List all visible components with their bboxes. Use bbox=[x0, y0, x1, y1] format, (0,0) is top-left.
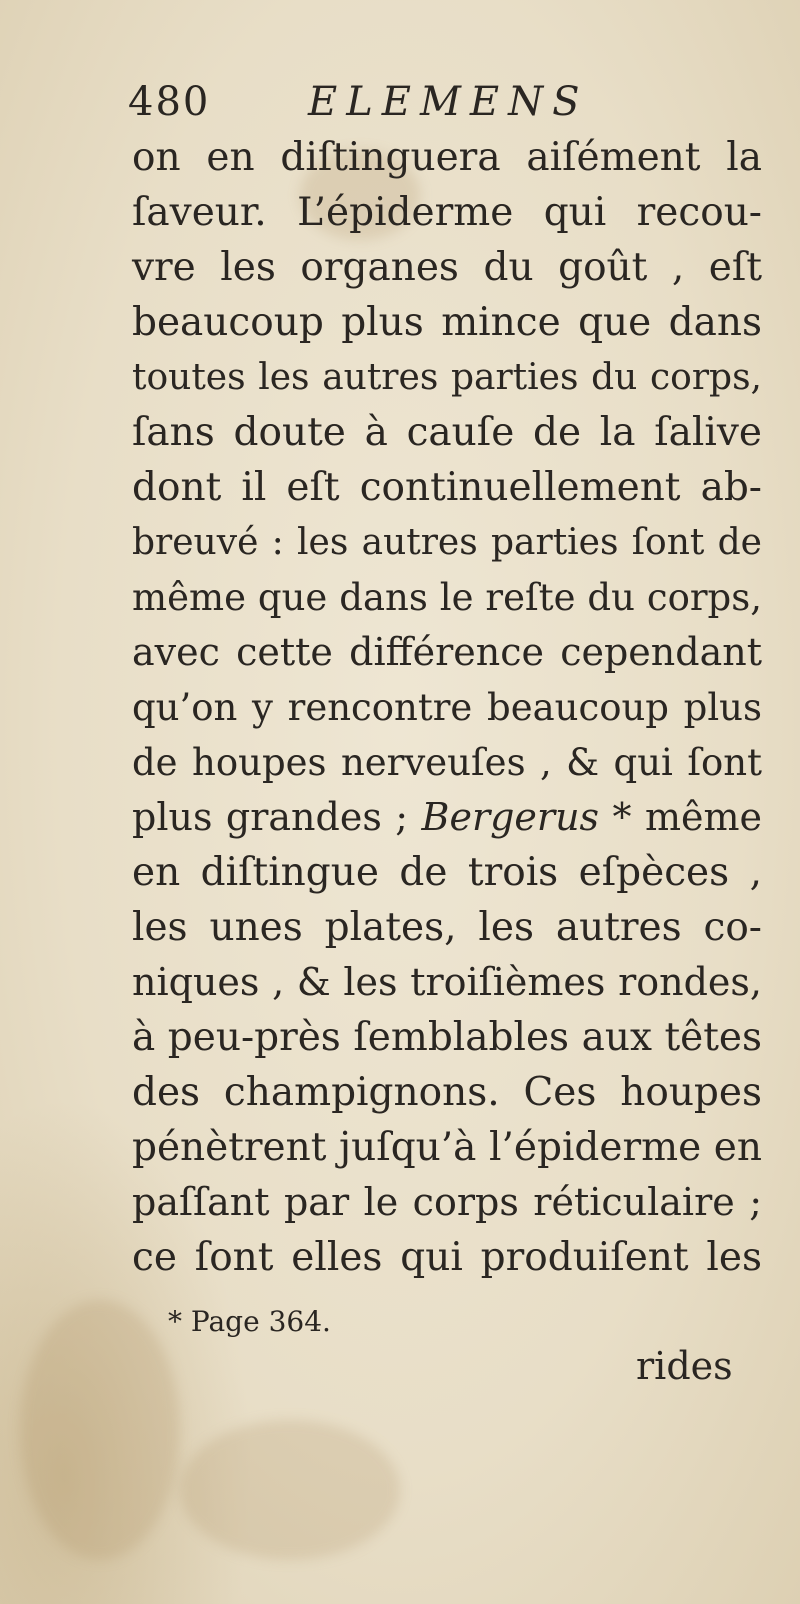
text-line: avec cette différence cependant bbox=[132, 630, 762, 674]
text-line: toutes les autres parties du corps, bbox=[132, 357, 762, 398]
text-line bbox=[132, 790, 762, 845]
text-line: ce ſont elles qui produiſent les bbox=[132, 1235, 762, 1280]
text-line: breuvé : les autres parties ſont de bbox=[132, 522, 762, 563]
text-line: niques , & les troiſièmes rondes, bbox=[132, 960, 762, 1004]
text-line: beaucoup plus mince que dans bbox=[132, 300, 762, 345]
text-line: ſans doute à cauſe de la ſalive bbox=[132, 410, 762, 455]
body-text bbox=[132, 130, 762, 1285]
text-line: en diſtingue de trois eſpèces , bbox=[132, 850, 762, 895]
text-line: vre les organes du goût , eſt bbox=[132, 245, 762, 290]
text-line: même que dans le reſte du corps, bbox=[132, 576, 762, 619]
text-segment: plus grandes ; bbox=[132, 795, 409, 839]
text-line: qu’on y rencontre beaucoup plus bbox=[132, 686, 762, 729]
running-head bbox=[128, 72, 688, 132]
cited-author: Bergerus bbox=[421, 795, 600, 839]
text-line: paſſant par le corps réticulaire ; bbox=[132, 1180, 762, 1224]
footnote: * Page 364. bbox=[168, 1305, 331, 1338]
text-line: des champignons. Ces houpes bbox=[132, 1070, 762, 1115]
footnote-ref: * même bbox=[612, 795, 762, 839]
catchword: rides bbox=[636, 1344, 733, 1388]
paper-stain bbox=[180, 1420, 400, 1560]
page-number: 480 bbox=[128, 79, 211, 125]
text-line: pénètrent juſqu’à l’épiderme en bbox=[132, 1125, 762, 1170]
paper-stain bbox=[20, 1300, 180, 1560]
text-line: dont il eſt continuellement ab- bbox=[132, 465, 762, 510]
text-line: à peu-près ſemblables aux têtes bbox=[132, 1015, 762, 1060]
text-line: de houpes nerveuſes , & qui ſont bbox=[132, 741, 762, 784]
text-line: ſaveur. L’épiderme qui recou- bbox=[132, 190, 762, 235]
running-title: ELEMENS bbox=[308, 79, 589, 125]
text-line: les unes plates, les autres co- bbox=[132, 905, 762, 950]
text-line: on en diſtinguera aiſément la bbox=[132, 135, 762, 180]
